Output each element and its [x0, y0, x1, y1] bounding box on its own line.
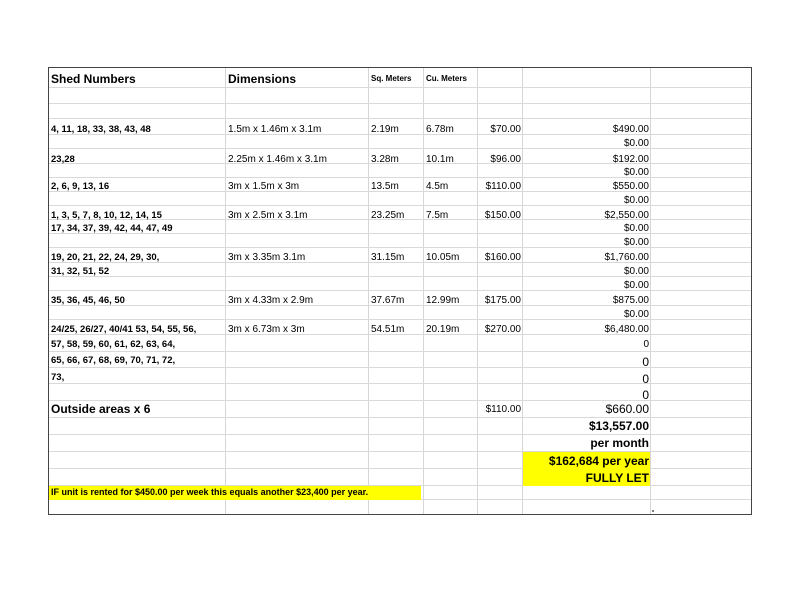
- row-dimensions: 3m x 3.35m 3.1m: [228, 252, 306, 263]
- row-divider: [49, 103, 751, 104]
- row-total: $0.00: [623, 309, 649, 320]
- row-rate: $175.00: [484, 295, 521, 306]
- row-sq-meters: 2.19m: [371, 124, 399, 135]
- row-shed-numbers: 57, 58, 59, 60, 61, 62, 63, 64,: [51, 339, 176, 350]
- row-total: 0: [642, 355, 649, 369]
- row-dimensions: 3m x 6.73m x 3m: [228, 324, 305, 335]
- row-cu-meters: 4.5m: [426, 181, 449, 192]
- row-dimensions: 3m x 1.5m x 3m: [228, 181, 300, 192]
- header-cu-meters: Cu. Meters: [426, 74, 467, 83]
- row-cu-meters: 10.05m: [426, 252, 460, 263]
- row-divider: [49, 87, 751, 88]
- row-shed-numbers: 1, 3, 5, 7, 8, 10, 12, 14, 15: [51, 210, 162, 221]
- row-total: $875.00: [612, 295, 649, 306]
- header-sq-meters: Sq. Meters: [371, 74, 412, 83]
- fully-let-label: FULLY LET: [585, 471, 649, 485]
- row-dimensions: 3m x 4.33m x 2.9m: [228, 295, 314, 306]
- row-total: $0.00: [623, 223, 649, 234]
- row-total: $2,550.00: [604, 210, 649, 221]
- row-sq-meters: 54.51m: [371, 324, 405, 335]
- stray-mark: [652, 510, 654, 512]
- row-total: $0.00: [623, 237, 649, 248]
- outside-areas-label: Outside areas x 6: [51, 402, 151, 416]
- header-dimensions: Dimensions: [228, 72, 297, 86]
- row-total: 0: [643, 339, 649, 350]
- row-rate: $96.00: [490, 154, 521, 165]
- row-sq-meters: 23.25m: [371, 210, 405, 221]
- row-total: $550.00: [612, 181, 649, 192]
- row-shed-numbers: 23,28: [51, 154, 75, 165]
- row-total: 0: [642, 372, 649, 386]
- row-total: $0.00: [623, 167, 649, 178]
- row-sq-meters: 3.28m: [371, 154, 399, 165]
- row-divider: [49, 417, 751, 418]
- rental-note: IF unit is rented for $450.00 per week this equals another $23,400 per year.: [51, 487, 369, 497]
- row-cu-meters: 12.99m: [426, 295, 460, 306]
- row-shed-numbers: 35, 36, 45, 46, 50: [51, 295, 125, 306]
- row-total: $490.00: [612, 124, 649, 135]
- row-total: 0: [642, 388, 649, 402]
- row-cu-meters: 6.78m: [426, 124, 454, 135]
- row-shed-numbers: 73,: [51, 372, 65, 383]
- row-dimensions: 3m x 2.5m x 3.1m: [228, 210, 308, 221]
- row-divider: [49, 434, 751, 435]
- spreadsheet: [48, 67, 752, 515]
- outside-areas-total: $660.00: [605, 402, 649, 416]
- row-shed-numbers: 17, 34, 37, 39, 42, 44, 47, 49: [51, 223, 173, 234]
- row-total: $1,760.00: [604, 252, 649, 263]
- row-total: $192.00: [612, 154, 649, 165]
- row-cu-meters: 20.19m: [426, 324, 460, 335]
- row-rate: $110.00: [485, 181, 521, 192]
- row-rate: $150.00: [484, 210, 521, 221]
- row-shed-numbers: 19, 20, 21, 22, 24, 29, 30,: [51, 252, 160, 263]
- row-shed-numbers: 65, 66, 67, 68, 69, 70, 71, 72,: [51, 355, 176, 366]
- monthly-total: $13,557.00: [588, 419, 649, 433]
- outside-areas-rate: $110.00: [485, 404, 521, 415]
- header-shed-numbers: Shed Numbers: [51, 72, 136, 86]
- row-divider: [49, 351, 751, 352]
- row-sq-meters: 13.5m: [371, 181, 399, 192]
- row-cu-meters: 10.1m: [426, 154, 454, 165]
- row-sq-meters: 37.67m: [371, 295, 405, 306]
- row-rate: $270.00: [484, 324, 521, 335]
- row-dimensions: 2.25m x 1.46m x 3.1m: [228, 154, 327, 165]
- per-month-label: per month: [590, 436, 649, 450]
- row-total: $0.00: [623, 266, 649, 277]
- row-rate: $160.00: [484, 252, 521, 263]
- row-total: $0.00: [623, 138, 649, 149]
- row-total: $6,480.00: [604, 324, 649, 335]
- per-year-total: $162,684 per year: [548, 454, 649, 468]
- row-shed-numbers: 31, 32, 51, 52: [51, 266, 110, 277]
- row-shed-numbers: 4, 11, 18, 33, 38, 43, 48: [51, 124, 151, 135]
- row-dimensions: 1.5m x 1.46m x 3.1m: [228, 124, 322, 135]
- row-total: $0.00: [623, 195, 649, 206]
- row-shed-numbers: 2, 6, 9, 13, 16: [51, 181, 110, 192]
- row-sq-meters: 31.15m: [371, 252, 405, 263]
- row-divider: [49, 118, 751, 119]
- row-shed-numbers: 24/25, 26/27, 40/41 53, 54, 55, 56,: [51, 324, 197, 335]
- row-total: $0.00: [623, 280, 649, 291]
- row-rate: $70.00: [490, 124, 521, 135]
- row-cu-meters: 7.5m: [426, 210, 449, 221]
